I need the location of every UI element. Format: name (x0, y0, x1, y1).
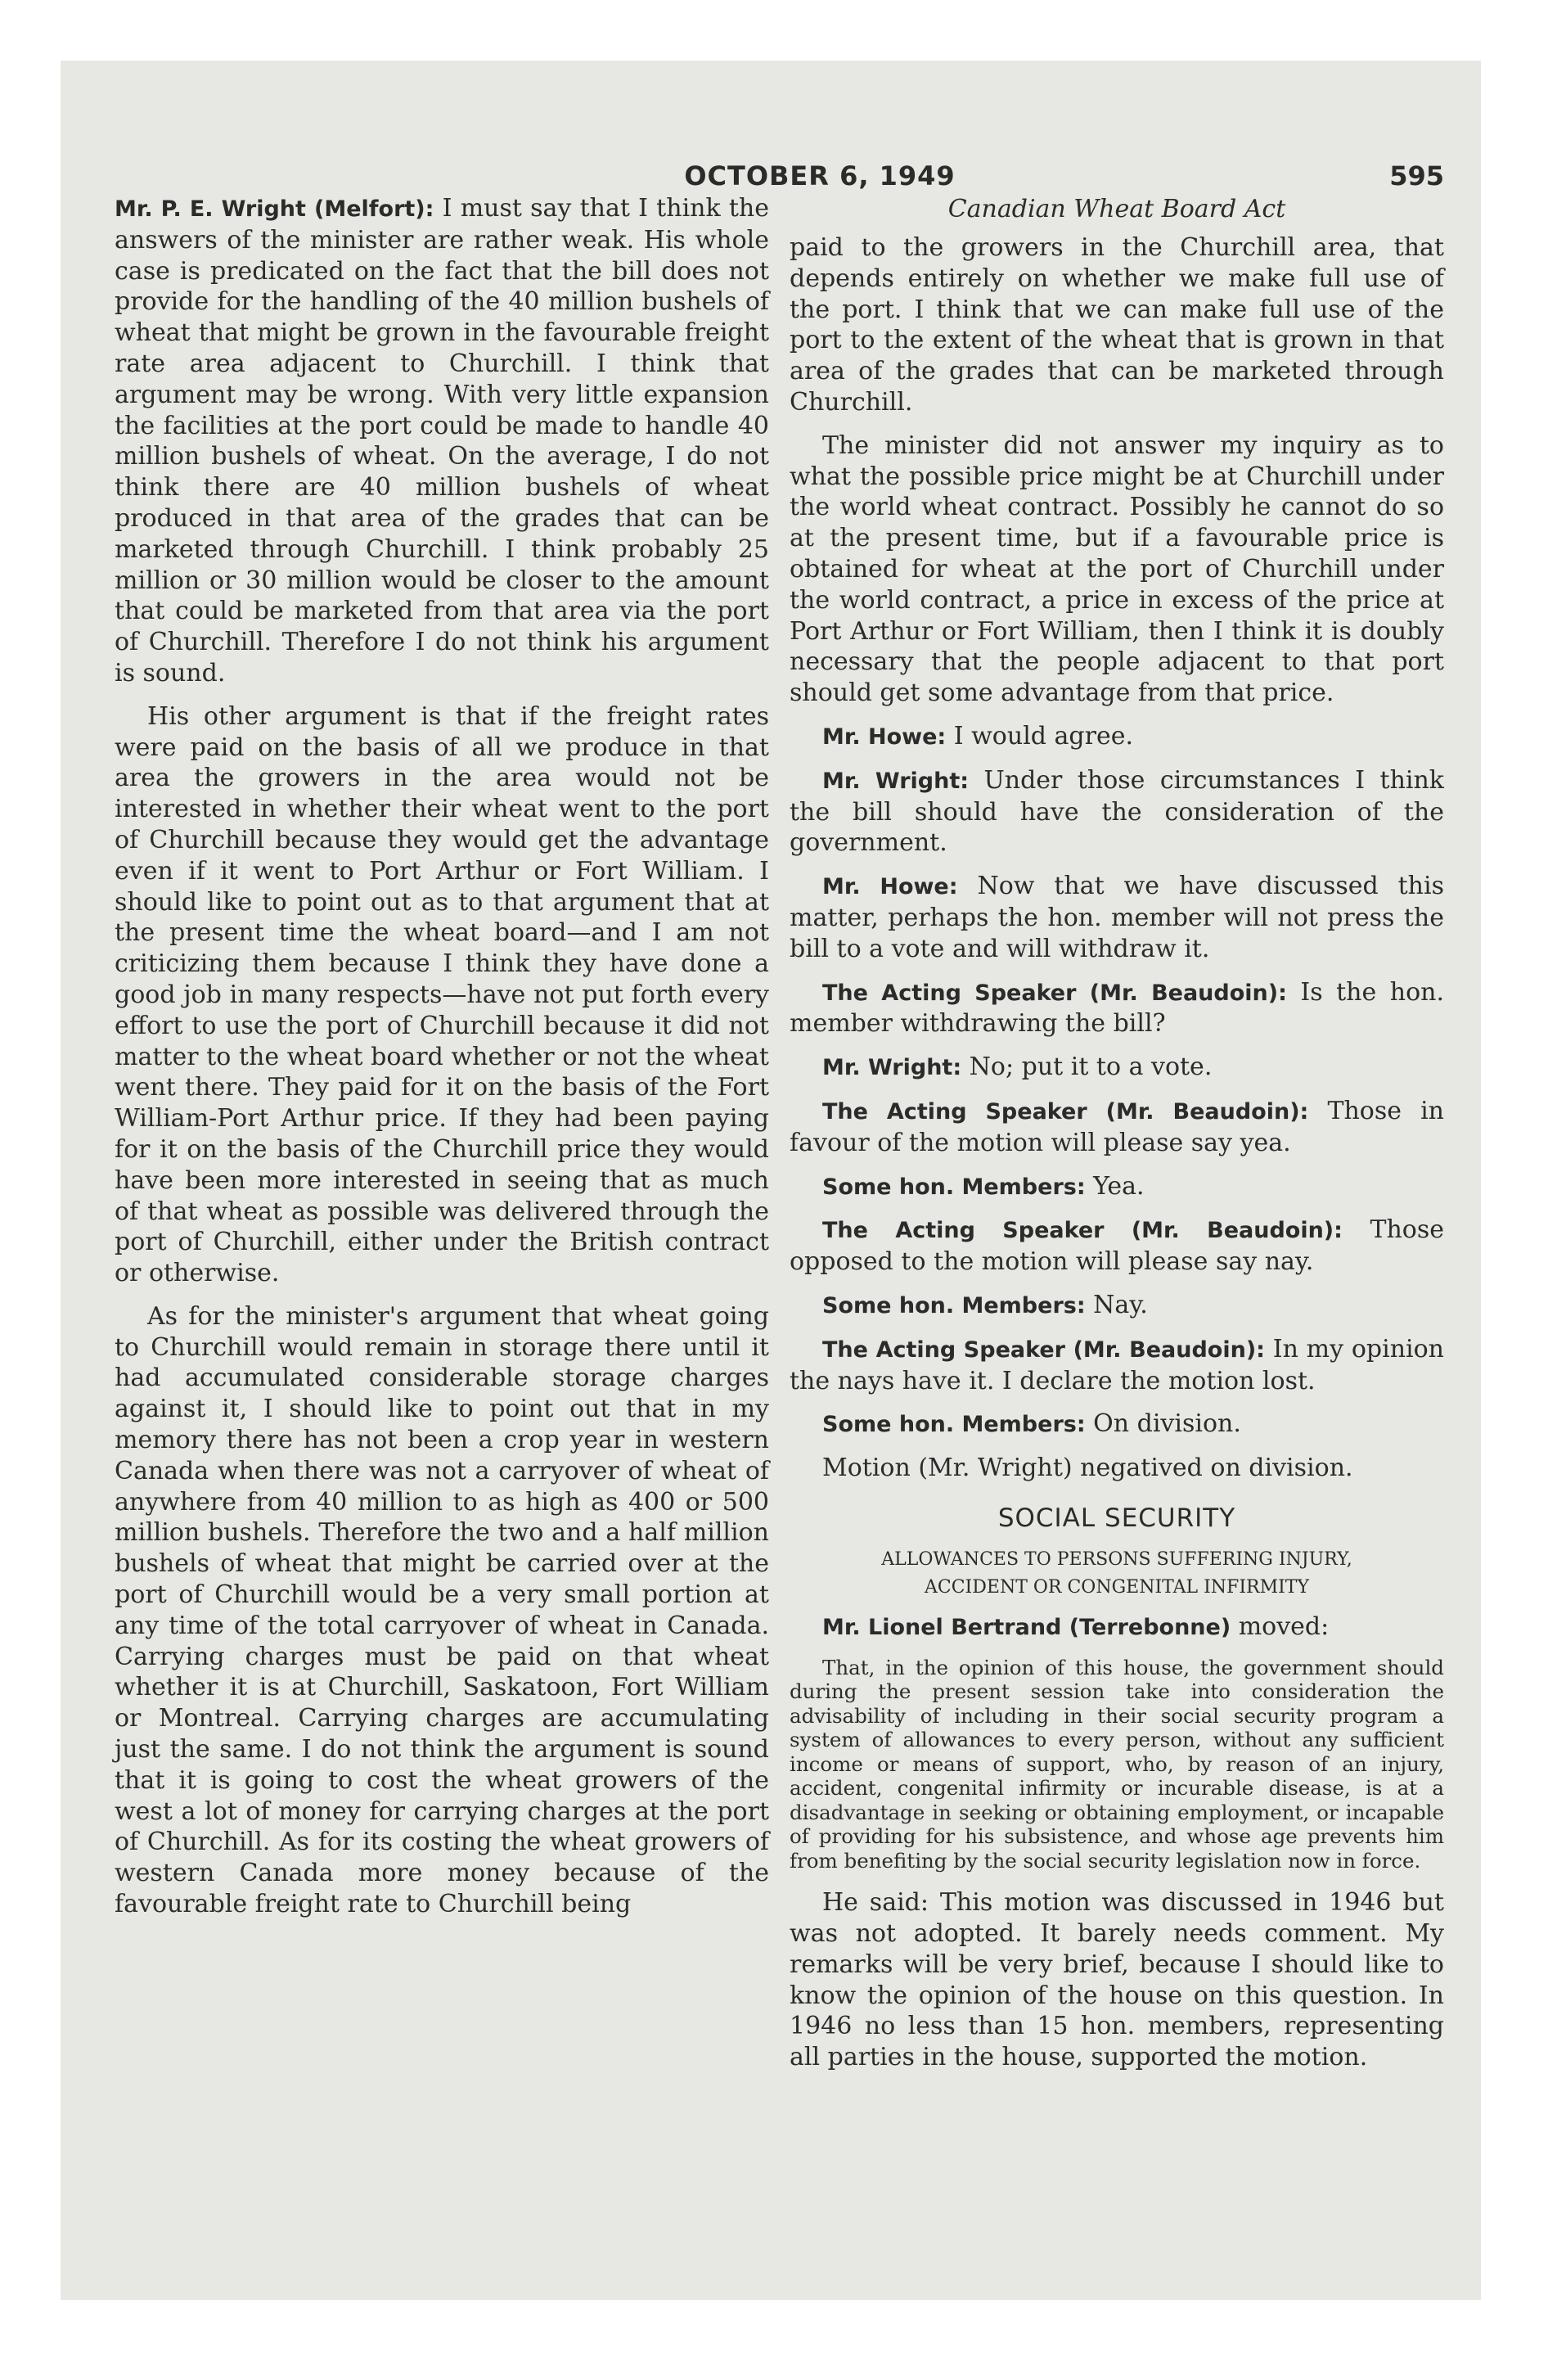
speaker-name: The Acting Speaker (Mr. Beaudoin): (822, 1336, 1265, 1363)
speech-text: paid to the growers in the Churchill area, that depends entirely on whether we make full use of the port. I think that we can make full use of the port to the extent of the wheat that is grown in that area of the grades that can be marketed through Churchill. (790, 233, 1444, 417)
speaker-name: Some hon. Members: (822, 1412, 1086, 1438)
speech-text: Is the hon. member withdrawing the bill? (790, 977, 1444, 1039)
paragraph (790, 977, 1444, 1040)
speech-text: He said: This motion was discussed in 1946 but was not adopted. It barely needs comment. My remarks will be very brief, because I should like to know the opinion of the house on this question. In 1946 no less than 15 hon. members, representing all parties in the house, supported the motion. (790, 1888, 1444, 2072)
paragraph (790, 871, 1444, 964)
speaker-name: Some hon. Members: (822, 1292, 1086, 1318)
paragraph (790, 1611, 1444, 1643)
speaker-name: The Acting Speaker (Mr. Beaudoin): (822, 1098, 1309, 1125)
speaker-name: Mr. Howe: (822, 874, 958, 900)
paragraph (790, 1453, 1444, 1484)
section-title: SOCIAL SECURITY (997, 1503, 1236, 1533)
page-header (115, 156, 1444, 196)
subheading-line-2: ACCIDENT OR CONGENITAL INFIRMITY (925, 1576, 1309, 1598)
paragraph (790, 1409, 1444, 1440)
speech-text: Those in favour of the motion will please say yea. (790, 1096, 1444, 1157)
left-column (115, 193, 769, 1932)
speech-text: As for the minister's argument that wheat going to Churchill would remain in storage there until it had accumulated considerable storage charges against it, I should like to point out that in my memory there has not been a crop year in western Canada when there was not a carryover of wheat of anywhere from 40 million to as high as 400 or 500 million bushels. Therefore the two and a half million bushels of wheat that might be carried over at the port of Churchill would be a very small portion at any time of the total carryover of wheat in Canada. Carrying charges must be paid on that wheat whether it is at Churchill, Saskatoon, Fort William or Montreal. Carrying charges are accumulating just the same. I do not think the argument is sound that it is going to cost the wheat growers of the west a lot of money for carrying charges at the port of Churchill. As for its costing the wheat growers of western Canada more money because of the favourable freight rate to Churchill being (115, 1301, 769, 1919)
speech-text: I must say that I think the answers of the minister are rather weak. His whole case is predicated on the fact that the bill does not provide for the handling of the 40 million bushels of wheat that might be grown in the favourable freight rate area adjacent to Churchill. I think that argument may be wrong. With very little expansion the facilities at the port could be made to handle 40 million bushels of wheat. On the average, I do not think there are 40 million bushels of wheat produced in that area of the grades that can be marketed through Churchill. I think probably 25 million or 30 million would be closer to the amount that could be marketed from that area via the port of Churchill. Therefore I do not think his argument is sound. (115, 194, 770, 687)
speech-text: Yea. (1085, 1171, 1145, 1201)
header-subject: Canadian Wheat Board Act (947, 195, 1286, 223)
paragraph (115, 1301, 769, 1920)
paragraph (790, 1887, 1444, 2073)
speaker-name: Mr. Wright: (822, 768, 970, 794)
speech-text: In my opinion the nays have it. I declare the motion lost. (790, 1334, 1444, 1395)
paragraph (115, 701, 769, 1289)
paragraph (115, 193, 769, 689)
speech-text: His other argument is that if the freight rates were paid on the basis of all we produce in that area the growers in the area would not be interested in whether their wheat went to the port of Churchill because they would get the advantage even if it went to Port Arthur or Fort William. I should like to point out as to that argument that at the present time the wheat board—and I am not criticizing them because I think they have done a good job in many respects—have not put forth every effort to use the port of Churchill because it did not matter to the wheat board whether or not the wheat went there. They paid for it on the basis of the Fort William-Port Arthur price. If they had been paying for it on the basis of the Churchill price they would have been more interested in seeing that as much of that wheat as possible was delivered through the port of Churchill, either under the British contract or otherwise. (115, 701, 769, 1288)
speech-text: Now that we have discussed this matter, perhaps the hon. member will not press the bill to a vote and will withdraw it. (790, 872, 1444, 963)
subheading-line-1: ALLOWANCES TO PERSONS SUFFERING INJURY, (881, 1548, 1352, 1570)
section-subheading (790, 1546, 1444, 1602)
speaker-name: Mr. Howe: (822, 723, 947, 750)
header-page-number: 595 (1389, 160, 1444, 192)
paragraph (790, 1052, 1444, 1084)
speech-text: Nay. (1085, 1290, 1148, 1319)
speaker-name: Mr. P. E. Wright (Melfort): (115, 196, 434, 222)
paragraph (790, 1290, 1444, 1322)
speech-text: Under those circumstances I think the bill should have the consideration of the government. (790, 765, 1444, 858)
speech-text: Motion (Mr. Wright) negatived on division. (822, 1454, 1353, 1483)
paragraph (790, 765, 1444, 859)
paragraph (790, 430, 1444, 709)
speech-text: moved: (1231, 1611, 1330, 1641)
speaker-name: Mr. Lionel Bertrand (Terrebonne) (822, 1614, 1231, 1640)
speaker-name: Some hon. Members: (822, 1174, 1086, 1200)
paragraph (790, 721, 1444, 753)
speech-text: No; put it to a vote. (961, 1053, 1213, 1082)
speech-text: I would agree. (946, 721, 1133, 751)
paragraph (790, 1215, 1444, 1278)
paragraph (790, 1171, 1444, 1203)
speech-text: On division. (1085, 1409, 1241, 1439)
paragraph (790, 1334, 1444, 1397)
speaker-name: The Acting Speaker (Mr. Beaudoin): (822, 1218, 1343, 1244)
speaker-name: The Acting Speaker (Mr. Beaudoin): (822, 980, 1287, 1006)
right-column (790, 193, 1444, 2085)
speaker-name: Mr. Wright: (822, 1055, 962, 1081)
header-date: OCTOBER 6, 1949 (684, 160, 956, 192)
motion-text: That, in the opinion of this house, the government should during the present session take into consideration the advisability of including in their social security program a system of allowances to every person, without any sufficient income or means of support, who, by reason of an injury, accident, congenital infirmity or incurable disease, is at a disadvantage in seeking or obtaining employment, or incapable of providing for his subsistence, and whose age prevents him from benefiting by the social security legislation now in force. (790, 1655, 1444, 1873)
speech-text: The minister did not answer my inquiry as to what the possible price might be at Churchill under the world wheat contract. Possibly he cannot do so at the present time, but if a favourable price is obtained for wheat at the port of Churchill under the world contract, a price in excess of the price at Port Arthur or Fort William, then I think it is doubly necessary that the people adjacent to that port should get some advantage from that price. (790, 430, 1444, 708)
paragraph (790, 232, 1444, 418)
speech-text: Those opposed to the motion will please say nay. (790, 1215, 1444, 1277)
paragraph (790, 1096, 1444, 1159)
